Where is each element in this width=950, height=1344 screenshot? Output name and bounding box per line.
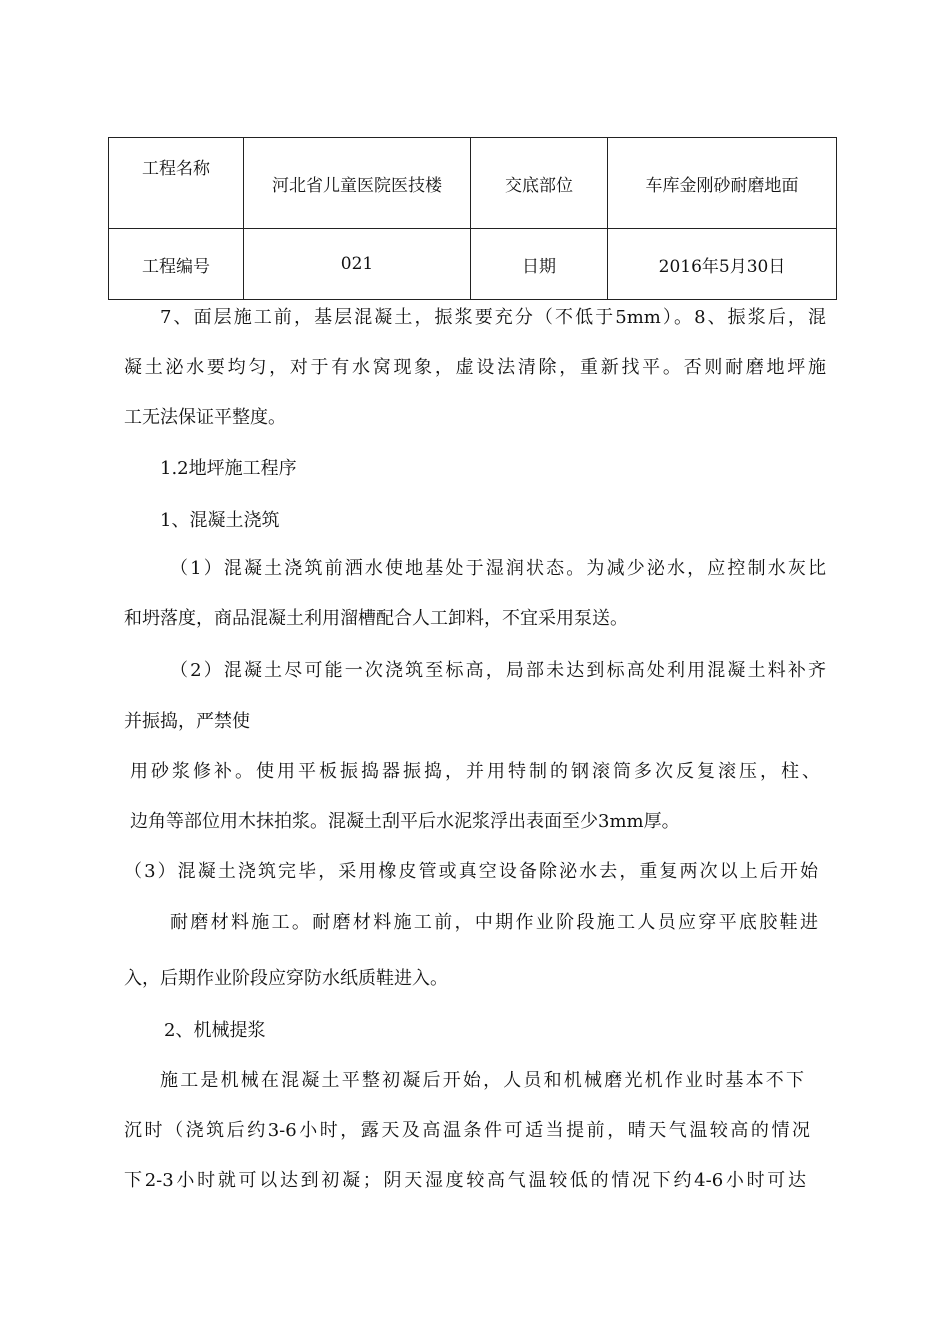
- section-heading: 1.2地坪施工程序: [160, 458, 297, 479]
- project-name-value: 河北省儿童医院医技楼: [244, 138, 471, 229]
- body-line: 工无法保证平整度。: [124, 407, 286, 428]
- date-label: 日期: [471, 229, 608, 300]
- date-value: 2016年5月30日: [608, 229, 837, 300]
- body-line: 沉时（浇筑后约3-6小时，露天及高温条件可适当提前，晴天气温较高的情况: [124, 1120, 810, 1141]
- project-name-label: 工程名称: [109, 138, 244, 229]
- body-line: 入，后期作业阶段应穿防水纸质鞋进入。: [124, 968, 448, 989]
- table-row: [109, 229, 837, 300]
- body-line: 用砂浆修补。使用平板振捣器振捣，并用特制的钢滚筒多次反复滚压，柱、: [130, 761, 820, 782]
- section-heading: 1、混凝土浇筑: [160, 510, 280, 531]
- body-line: 边角等部位用木抹拍浆。混凝土刮平后水泥浆浮出表面至少3mm厚。: [130, 811, 680, 832]
- body-line: 耐磨材料施工。耐磨材料施工前，中期作业阶段施工人员应穿平底胶鞋进: [170, 912, 818, 933]
- handover-part-value: 车库金刚砂耐磨地面: [608, 138, 837, 229]
- project-info-table: [108, 137, 837, 300]
- body-line: （1）混凝土浇筑前洒水使地基处于湿润状态。为减少泌水，应控制水灰比: [170, 558, 826, 579]
- body-line: （3）混凝土浇筑完毕，采用橡皮管或真空设备除泌水去，重复两次以上后开始: [124, 861, 818, 882]
- handover-part-label: 交底部位: [471, 138, 608, 229]
- table-row: [109, 138, 837, 229]
- body-line: 下2-3小时就可以达到初凝；阴天湿度较高气温较低的情况下约4-6小时可达: [124, 1170, 806, 1191]
- body-line: 凝土泌水要均匀，对于有水窝现象，虚设法清除，重新找平。否则耐磨地坪施: [124, 357, 826, 378]
- body-line: 7、面层施工前，基层混凝土，振浆要充分（不低于5mm）。8、振浆后，混: [160, 307, 826, 328]
- body-line: 并振捣，严禁使: [124, 711, 250, 732]
- project-number-label: 工程编号: [109, 229, 244, 300]
- body-line: （2）混凝土尽可能一次浇筑至标高，局部未达到标高处利用混凝土料补齐: [170, 660, 826, 681]
- body-line: 和坍落度，商品混凝土利用溜槽配合人工卸料，不宜采用泵送。: [124, 608, 628, 629]
- section-heading: 2、机械提浆: [164, 1020, 266, 1041]
- project-number-value: 021: [244, 229, 471, 300]
- body-line: 施工是机械在混凝土平整初凝后开始，人员和机械磨光机作业时基本不下: [160, 1070, 804, 1091]
